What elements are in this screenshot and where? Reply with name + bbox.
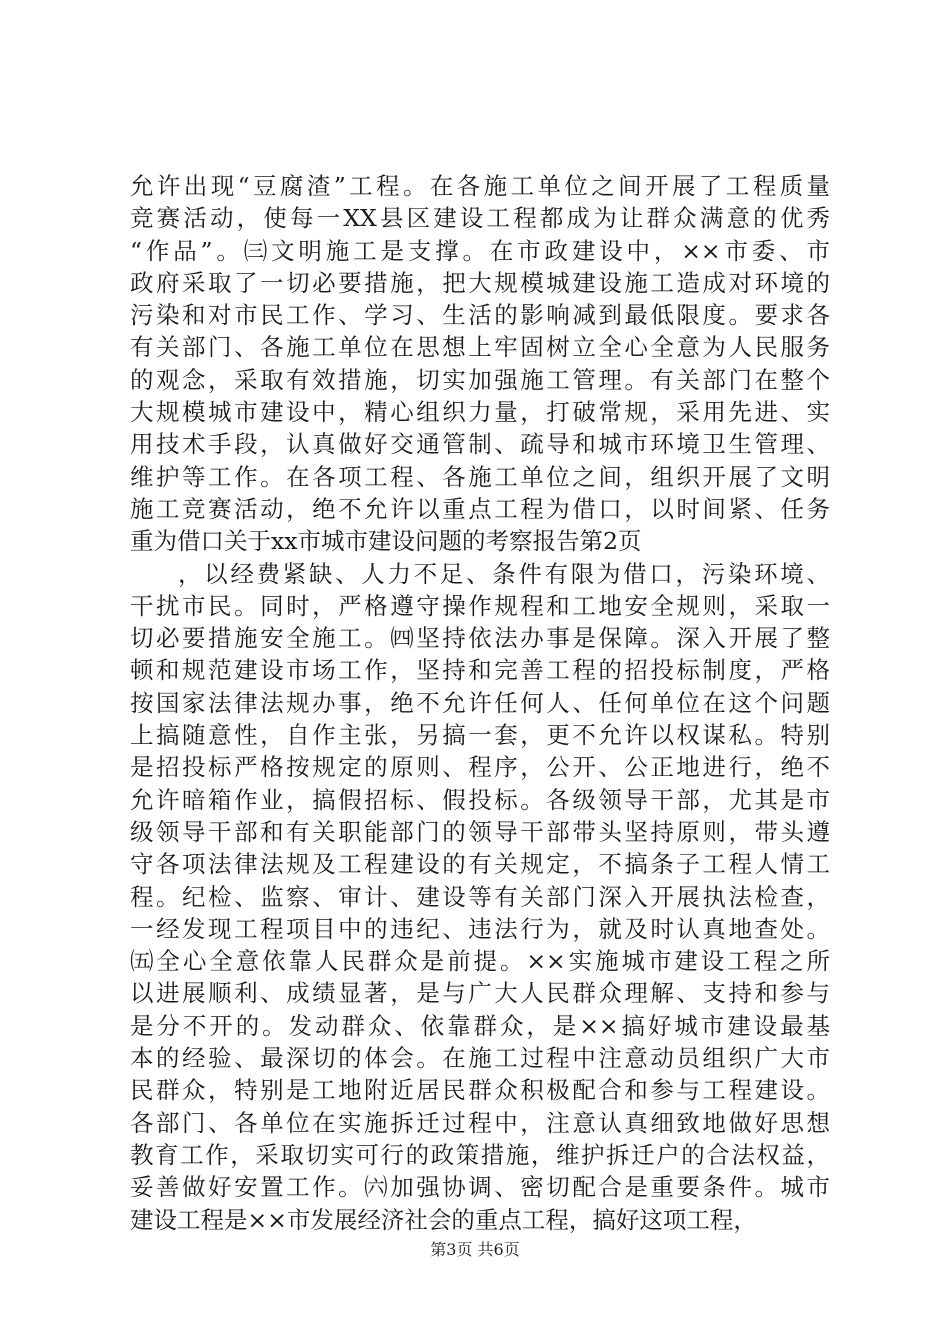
text-line: 按国家法律法规办事，绝不允许任何人、任何单位在这个问题 [130,688,830,717]
text-line: 民群众，特别是工地附近居民群众积极配合和参与工程建设。 [130,1076,830,1105]
text-line: 一经发现工程项目中的违纪、违法行为，就及时认真地查处。 [130,914,830,943]
text-line: 干扰市民。同时，严格遵守操作规程和工地安全规则，采取一 [130,591,830,620]
text-line: 施工竞赛活动，绝不允许以重点工程为借口，以时间紧、任务 [130,494,830,523]
text-line: 以进展顺利、成绩显著，是与广大人民群众理解、支持和参与 [130,979,830,1008]
paragraph-1 [130,170,830,558]
text-line: 上搞随意性，自作主张，另搞一套，更不允许以权谋私。特别 [130,721,830,750]
text-line: 重为借口关于xx市城市建设问题的考察报告第2页 [130,527,642,556]
paragraph-2 [130,558,830,1236]
text-line: 级领导干部和有关职能部门的领导干部带头坚持原则，带头遵 [130,817,830,846]
text-line: 允许暗箱作业，搞假招标、假投标。各级领导干部，尤其是市 [130,785,830,814]
text-line: ㈤全心全意依靠人民群众是前提。××实施城市建设工程之所 [130,947,830,976]
text-line: ，以经费紧缺、人力不足、条件有限为借口，污染环境、 [178,559,830,588]
text-line: 程。纪检、监察、审计、建设等有关部门深入开展执法检查， [130,882,830,911]
page-footer [0,1240,950,1260]
text-line: 教育工作，采取切实可行的政策措施，维护拆迁户的合法权益， [130,1140,830,1169]
text-line: 的观念，采取有效措施，切实加强施工管理。有关部门在整个 [130,365,830,394]
text-line: 大规模城市建设中，精心组织力量，打破常规，采用先进、实 [130,398,830,427]
text-line: 污染和对市民工作、学习、生活的影响减到最低限度。要求各 [130,301,830,330]
text-line: 政府采取了一切必要措施，把大规模城建设施工造成对环境的 [130,268,830,297]
text-line: 允许出现“豆腐渣”工程。在各施工单位之间开展了工程质量 [130,172,830,200]
text-line: 妥善做好安置工作。㈥加强协调、密切配合是重要条件。城市 [130,1173,830,1202]
text-line: 建设工程是××市发展经济社会的重点工程，搞好这项工程， [130,1205,757,1234]
text-line: 本的经验、最深切的体会。在施工过程中注意动员组织广大市 [130,1044,830,1073]
text-line: 用技术手段，认真做好交通管制、疏导和城市环境卫生管理、 [130,430,830,459]
text-line: “作品”。㈢文明施工是支撑。在市政建设中，××市委、市 [130,236,830,265]
text-line: 是分不开的。发动群众、依靠群众，是××搞好城市建设最基 [130,1011,830,1040]
text-line: 各部门、各单位在实施拆迁过程中，注意认真细致地做好思想 [130,1108,830,1137]
text-line: 守各项法律法规及工程建设的有关规定，不搞条子工程人情工 [130,850,830,879]
text-line: 顿和规范建设市场工作，坚持和完善工程的招投标制度，严格 [130,656,830,685]
page-number-label: 第3页 共6页 [430,1240,520,1259]
text-line: 是招投标严格按规定的原则、程序，公开、公正地进行，绝不 [130,753,830,782]
text-line: 竞赛活动，使每一XX县区建设工程都成为让群众满意的优秀 [130,204,830,233]
document-body [130,170,830,1236]
text-line: 切必要措施安全施工。㈣坚持依法办事是保障。深入开展了整 [130,624,830,653]
text-line: 有关部门、各施工单位在思想上牢固树立全心全意为人民服务 [130,333,830,362]
text-line: 维护等工作。在各项工程、各施工单位之间，组织开展了文明 [130,462,830,491]
